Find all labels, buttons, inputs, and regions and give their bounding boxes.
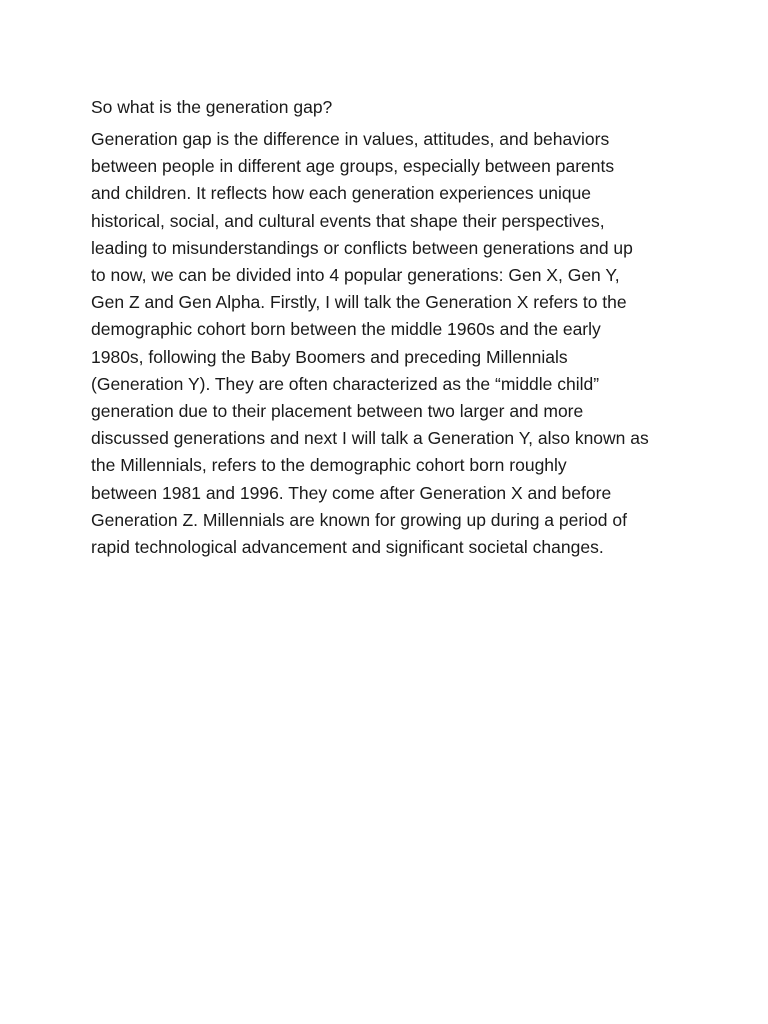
paragraph-line: rapid technological advancement and significant societal changes. — [91, 537, 604, 558]
paragraph-line: and children. It reflects how each generation experiences unique — [91, 183, 592, 204]
paragraph-line: 1980s, following the Baby Boomers and preceding Millennials — [91, 346, 568, 367]
paragraph-line: leading to misunderstandings or conflicts between generations and up — [91, 237, 633, 258]
paragraph-line: generation due to their placement between two larger and more — [91, 401, 584, 422]
paragraph-line: discussed generations and next I will talk a Generation Y, also known as — [91, 428, 649, 449]
document-paragraph — [91, 126, 676, 561]
paragraph-line: Gen Z and Gen Alpha. Firstly, I will talk the Generation X refers to the — [91, 292, 627, 313]
paragraph-line: the Millennials, refers to the demographic cohort born roughly — [91, 455, 567, 476]
paragraph-line: historical, social, and cultural events that shape their perspectives, — [91, 210, 605, 231]
paragraph-line: Generation gap is the difference in values, attitudes, and behaviors — [91, 129, 610, 149]
paragraph-line: demographic cohort born between the middle 1960s and the early — [91, 319, 601, 340]
document-heading: So what is the generation gap? — [91, 97, 333, 117]
paragraph-line: Generation Z. Millennials are known for growing up during a period of — [91, 509, 627, 530]
paragraph-line: to now, we can be divided into 4 popular generations: Gen X, Gen Y, — [91, 265, 620, 286]
paragraph-line: between 1981 and 1996. They come after Generation X and before — [91, 482, 612, 503]
paragraph-line: (Generation Y). They are often characterized as the “middle child” — [91, 373, 600, 394]
paragraph-line: between people in different age groups, especially between parents — [91, 156, 615, 177]
